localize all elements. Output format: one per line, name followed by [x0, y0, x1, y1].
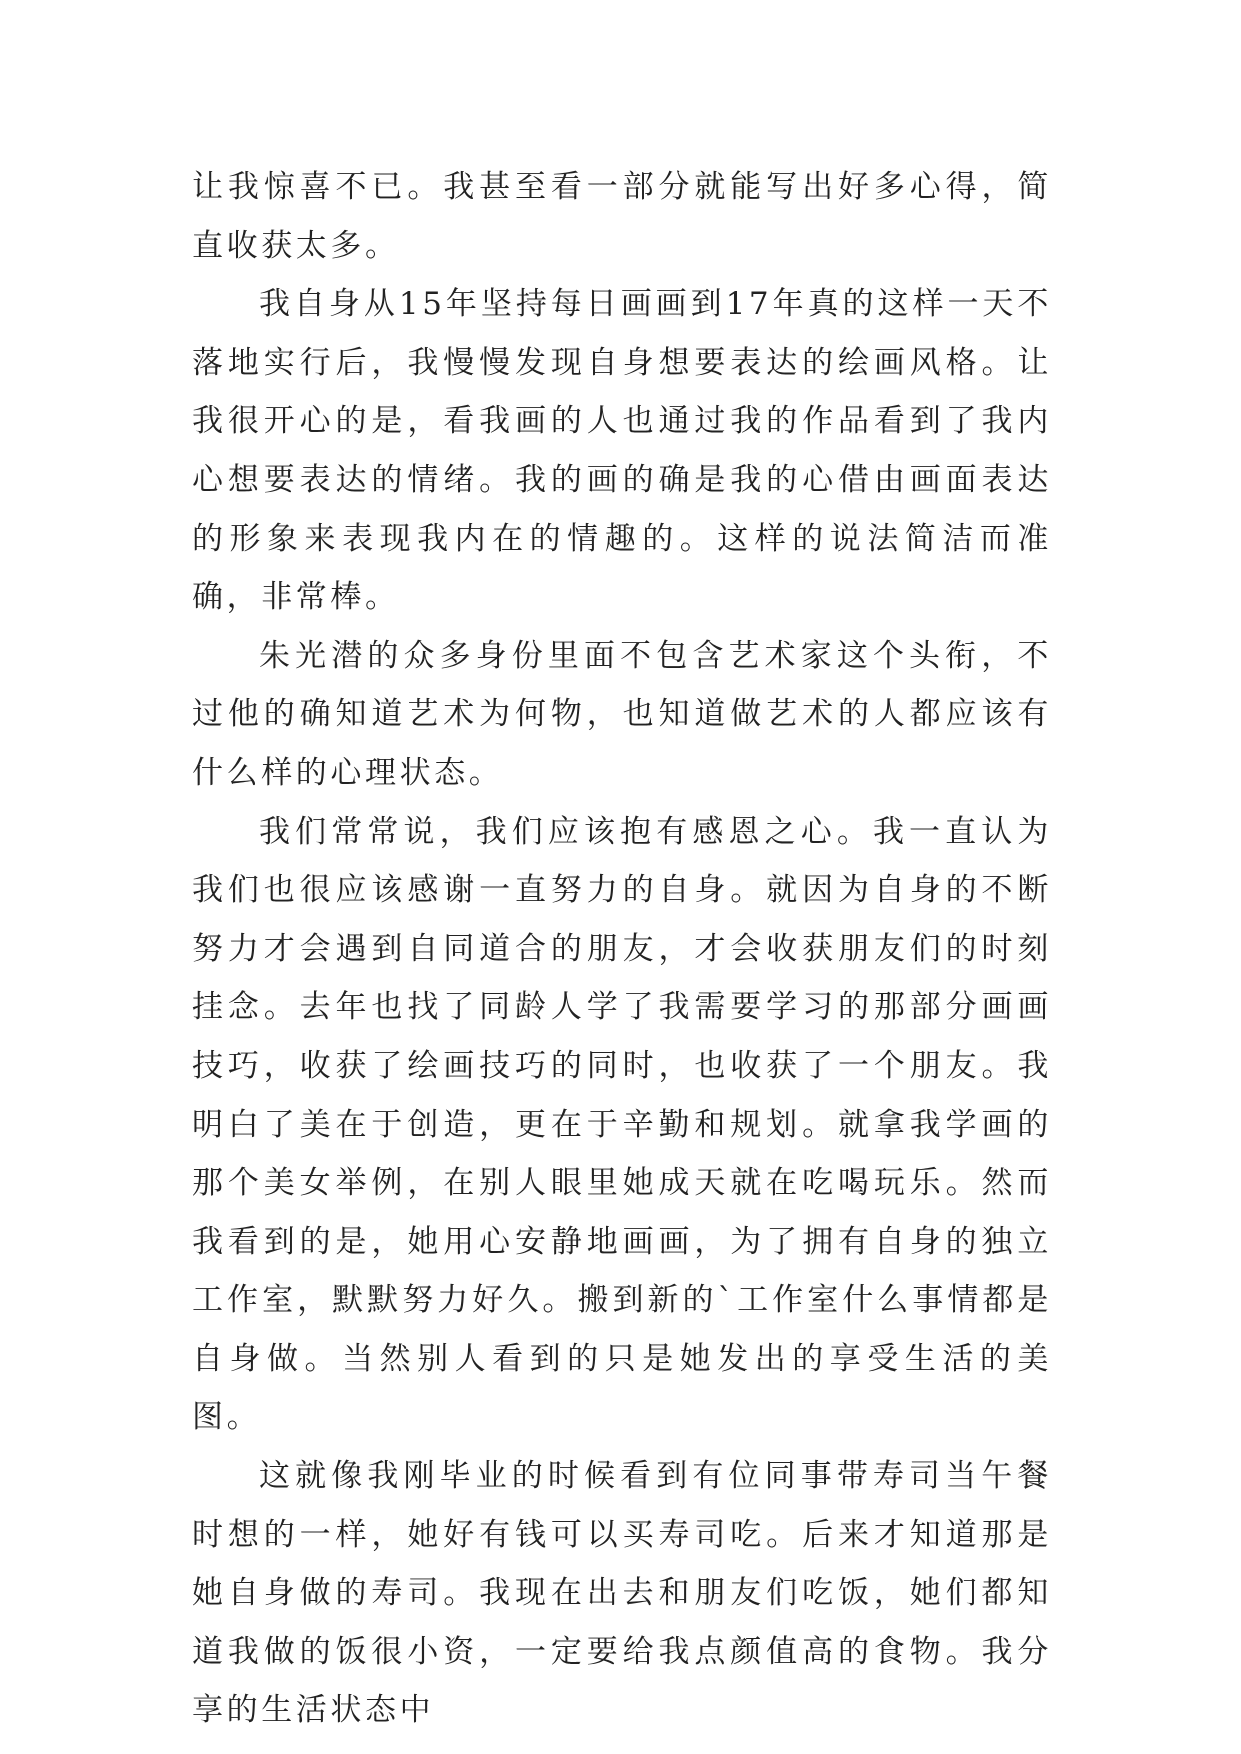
paragraph-5: 这就像我刚毕业的时候看到有位同事带寿司当午餐时想的一样，她好有钱可以买寿司吃。后来才知道那是她自身做的寿司。我现在出去和朋友们吃饭，她们都知道我做的饭很小资，一定要给我点颜值高的食物。我分享的生活状态中	[192, 1458, 1052, 1729]
paragraph-3: 朱光潜的众多身份里面不包含艺术家这个头衔，不过他的确知道艺术为何物，也知道做艺术的人都应该有什么样的心理状态。	[192, 637, 1052, 791]
paragraph-4: 我们常常说，我们应该抱有感恩之心。我一直认为我们也很应该感谢一直努力的自身。就因为自身的不断努力才会遇到自同道合的朋友，才会收获朋友们的时刻挂念。去年也找了同龄人学了我需要学习的那部分画画技巧，收获了绘画技巧的同时，也收获了一个朋友。我明白了美在于创造，更在于辛勤和规划。就拿我学画的那个美女举例，在别人眼里她成天就在吃喝玩乐。然而我看到的是，她用心安静地画画，为了拥有自身的独立工作室，默默努力好久。搬到新的`工作室什么事情都是自身做。当然别人看到的只是她发出的享受生活的美图。	[192, 813, 1052, 1436]
document-body	[192, 158, 1052, 1740]
paragraph-1: 让我惊喜不已。我甚至看一部分就能写出好多心得，简直收获太多。	[192, 169, 1052, 264]
paragraph-2: 我自身从15年坚持每日画画到17年真的这样一天不落地实行后，我慢慢发现自身想要表达的绘画风格。让我很开心的是，看我画的人也通过我的作品看到了我内心想要表达的情绪。我的画的确是我的心借由画面表达的形象来表现我内在的情趣的。这样的说法简洁而准确，非常棒。	[192, 286, 1052, 616]
